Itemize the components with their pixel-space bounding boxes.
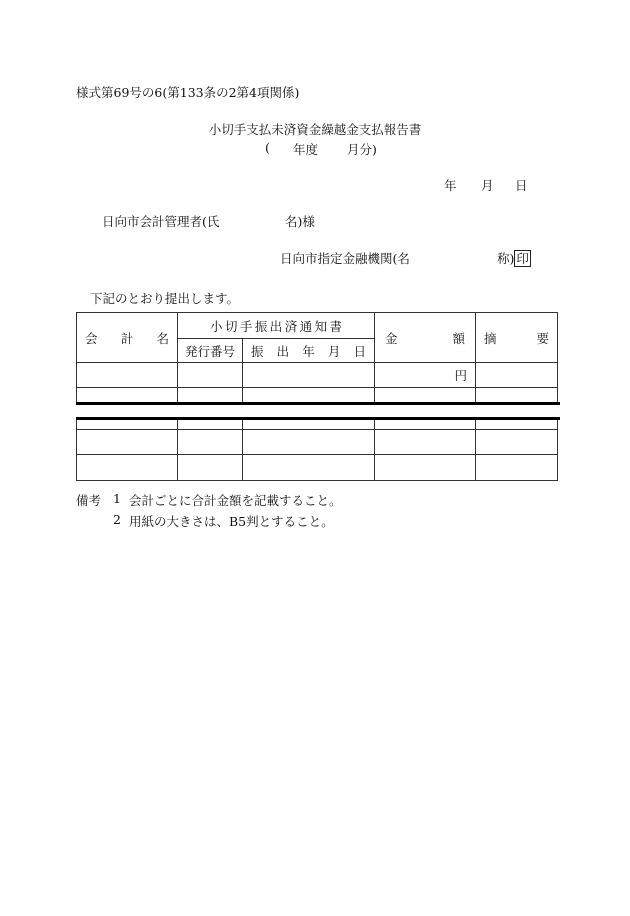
form-number: 様式第69号の6(第133条の2第4項関係) xyxy=(76,85,300,100)
header-char: 済 xyxy=(284,318,298,334)
sender-prefix: 日向市指定金融機関(名 xyxy=(280,251,410,266)
table-cell[interactable] xyxy=(77,430,178,455)
table-cell[interactable] xyxy=(243,430,375,455)
table-row xyxy=(77,455,558,481)
table-cell[interactable] xyxy=(178,430,243,455)
issue-no-header: 発行番号 xyxy=(178,339,243,363)
table-cell[interactable] xyxy=(77,363,178,388)
header-char: 書 xyxy=(329,318,343,334)
header-char: 摘 xyxy=(484,330,497,346)
addressee-prefix: 日向市会計管理者(氏 xyxy=(102,214,220,229)
header-char: 年 xyxy=(302,343,315,359)
header-char: 出 xyxy=(269,318,283,334)
issue-date-header-cell xyxy=(243,339,375,363)
header-char: 手 xyxy=(239,318,253,334)
date-day: 日 xyxy=(515,178,528,193)
header-char: 要 xyxy=(536,330,550,346)
header-char: 額 xyxy=(452,330,466,346)
yen-unit: 円 xyxy=(454,368,468,383)
table-cell[interactable] xyxy=(243,455,375,481)
account-header-cell xyxy=(77,313,178,363)
remarks-header-cell xyxy=(476,313,558,363)
issue-date-header xyxy=(243,342,374,360)
amount-header-cell xyxy=(375,313,476,363)
header-char: 出 xyxy=(276,343,290,359)
check-header xyxy=(178,317,374,335)
table-cell[interactable] xyxy=(476,455,558,481)
omission-gap xyxy=(77,404,558,418)
header-char: 金 xyxy=(385,330,398,346)
check-header-cell xyxy=(178,313,375,339)
table-cell[interactable] xyxy=(476,363,558,388)
table-cell[interactable] xyxy=(476,430,558,455)
date-year: 年 xyxy=(444,178,457,193)
table-row xyxy=(77,430,558,455)
table-cell[interactable] xyxy=(243,363,375,388)
omission-gap-cell xyxy=(77,404,558,418)
sender-line xyxy=(280,249,529,267)
sender-suffix: 称) xyxy=(497,251,515,266)
header-char: 名 xyxy=(156,330,169,346)
addressee-line xyxy=(102,212,315,230)
header-row-1 xyxy=(77,313,558,339)
table-cell[interactable] xyxy=(178,455,243,481)
table-cell[interactable] xyxy=(77,455,178,481)
table-cell[interactable] xyxy=(178,363,243,388)
note-text: 用紙の大きさは、B5判とすること。 xyxy=(129,514,334,529)
header-char: 振 xyxy=(251,343,264,359)
note-number: 2 xyxy=(113,512,121,527)
date-month: 月 xyxy=(481,178,494,193)
seal-mark: 印 xyxy=(516,251,529,266)
header-char: 月 xyxy=(327,343,341,359)
header-char: 知 xyxy=(314,318,328,334)
note-text: 会計ごとに合計金額を記載すること。 xyxy=(129,493,342,508)
table-row xyxy=(77,363,558,388)
notes-label: 備考 xyxy=(76,493,102,508)
period-open: ( xyxy=(265,140,270,155)
period-month: 月分) xyxy=(347,142,377,157)
report-table xyxy=(76,312,558,481)
amount-header xyxy=(375,329,475,347)
account-header xyxy=(77,329,177,347)
header-char: 会 xyxy=(85,330,98,346)
header-char: 計 xyxy=(120,330,134,346)
header-char: 日 xyxy=(353,343,367,359)
omission-line-bottom xyxy=(76,417,560,420)
header-char: 切 xyxy=(224,318,238,334)
header-char: 小 xyxy=(210,318,223,334)
sender-suffix-wrap xyxy=(497,249,531,267)
header-char: 振 xyxy=(254,318,268,334)
document-title: 小切手支払未済資金繰越金支払報告書 xyxy=(208,122,422,137)
period-year: 年度 xyxy=(293,142,319,157)
omission-line-top xyxy=(76,402,560,405)
table-cell[interactable] xyxy=(375,455,476,481)
amount-yen-cell[interactable] xyxy=(375,363,476,388)
addressee-suffix: 名)様 xyxy=(285,214,315,229)
remarks-header xyxy=(476,329,557,347)
intro-text: 下記のとおり提出します。 xyxy=(90,291,240,306)
note-number: 1 xyxy=(113,491,121,506)
table-cell[interactable] xyxy=(375,430,476,455)
header-char: 通 xyxy=(299,318,313,334)
